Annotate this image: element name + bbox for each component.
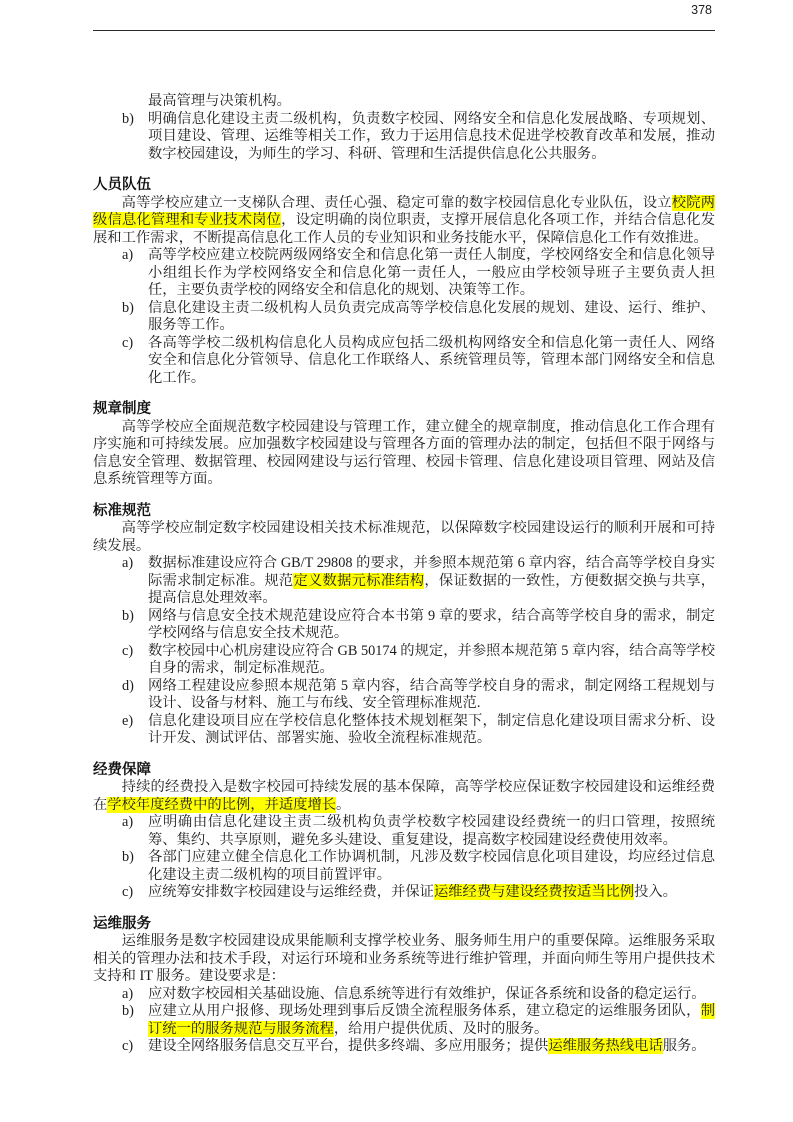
text-run: 数字校园中心机房建设应符合 GB 50174 的规定，并参照本规范第 5 章内容，结合高等学校自身的需求，制定标准规范。 bbox=[148, 642, 715, 676]
lead-list bbox=[93, 93, 715, 163]
section-heading: 标准规范 bbox=[93, 502, 151, 519]
text-run: 明确信息化建设主责二级机构，负责数字校园、网络安全和信息化发展战略、专项规划、项目建设、管理、运维等相关工作，致力于运用信息技术促进学校教育改革和发展，推动数字校园建设，为师生的学习、科研、管理和生活提供信息化公共服务。 bbox=[148, 110, 715, 162]
list-item-text bbox=[148, 849, 715, 883]
section-rules-regulations bbox=[93, 401, 715, 489]
list-item-text bbox=[148, 300, 715, 334]
text-run: 高等学校应建立一支梯队合理、责任心强、稳定可靠的数字校园信息化专业队伍，设立 bbox=[121, 194, 672, 211]
list-item-text bbox=[148, 1038, 706, 1054]
list-item bbox=[93, 643, 715, 678]
text-run: 应明确由信息化建设主责二级机构负责学校数字校园建设经费统一的归口管理，按照统筹、集约、共享原则，避免多头建设、重复建设，提高数字校园建设经费使用效率。 bbox=[148, 814, 715, 848]
list-item-text bbox=[148, 608, 715, 642]
section-body bbox=[93, 195, 715, 388]
list-item bbox=[93, 300, 715, 335]
paragraph bbox=[93, 195, 715, 248]
list-item-text bbox=[148, 1003, 715, 1037]
paragraph bbox=[93, 933, 715, 986]
list-item bbox=[93, 555, 715, 608]
list-item bbox=[93, 884, 715, 902]
list-item bbox=[93, 986, 715, 1004]
list-item-marker: d) bbox=[122, 677, 134, 694]
text-run: 最高管理与决策机构。 bbox=[148, 93, 291, 109]
section-body bbox=[93, 419, 715, 489]
list-item bbox=[93, 713, 715, 748]
text-run: 高等学校应全面规范数字校园建设与管理工作，建立健全的规章制度，推动信息化工作合理有序实施和可持续发展。应加强数字校园建设与管理各方面的管理办法的制定，包括但不限于网络与信息安全管理、数据管理、校园网建设与运行管理、校园卡管理、信息化建设项目管理、网站及信息系统管理等方面。 bbox=[93, 418, 715, 487]
text-run: 。 bbox=[336, 796, 351, 813]
list-item bbox=[93, 1038, 715, 1056]
text-run: 信息化建设主责二级机构人员负责完成高等学校信息化发展的规划、建设、运行、维护、服务等工作。 bbox=[148, 299, 715, 333]
sections-container bbox=[93, 177, 715, 1056]
text-run: 运维服务是数字校园建设成果能顺利支撑学校业务、服务师生用户的重要保障。运维服务采取相关的管理办法和技术手段，对运行环境和业务系统等进行维护管理，并面向师生等用户提供技术支持和 IT 服务。建设要求是： bbox=[93, 933, 715, 984]
list-item-text bbox=[148, 678, 715, 712]
text-run: 各高等学校二级机构信息化人员构成应包括二级机构网络安全和信息化第一责任人、网络安全和信息化分管领导、信息化工作联络人、系统管理员等，管理本部门网络安全和信息化工作。 bbox=[148, 334, 715, 386]
highlighted-text: 校院两级信息化管理和专业技术岗位 bbox=[93, 194, 716, 228]
text-run: 信息化建设项目应在学校信息化整体技术规划框架下，制定信息化建设项目需求分析、设计开发、测试评估、部署实施、验收全流程标准规范。 bbox=[148, 712, 715, 746]
section-standards bbox=[93, 503, 715, 748]
highlighted-text: 定义数据元标准结构 bbox=[293, 572, 425, 589]
text-run: 应建立从用户报修、现场处理到事后反馈全流程服务体系，建立稳定的运维服务团队， bbox=[148, 1003, 701, 1019]
highlighted-text: 运维经费与建设经费按适当比例 bbox=[433, 884, 635, 900]
text-run: 网络与信息安全技术规范建设应符合本书第 9 章的要求，结合高等学校自身的需求，制定学校网络与信息安全技术规范。 bbox=[148, 607, 715, 641]
list-item bbox=[93, 678, 715, 713]
section-heading: 运维服务 bbox=[93, 915, 151, 932]
list-item-text bbox=[148, 713, 715, 747]
paragraph bbox=[93, 419, 715, 489]
section-personnel-team bbox=[93, 177, 715, 387]
text-run: 数据标准建设应符合 GB/T 29808 的要求，并参照本规范第 6 章内容，结合高等学校自身实际需求制定标准。规范 bbox=[148, 555, 715, 589]
text-run: 建设全网络服务信息交互平台，提供多终端、多应用服务；提供 bbox=[148, 1038, 549, 1054]
list-item-marker: c) bbox=[122, 884, 134, 900]
page-content bbox=[93, 93, 715, 1056]
section-body bbox=[93, 779, 715, 902]
text-run: ，保证数据的一致性，方便数据交换与共享，提高信息处理效率。 bbox=[148, 572, 716, 606]
list-item-text bbox=[148, 555, 715, 606]
page-number: 378 bbox=[691, 3, 712, 17]
list-item-marker: b) bbox=[122, 110, 134, 127]
list-item-marker: b) bbox=[122, 849, 134, 865]
list-item-text bbox=[148, 111, 715, 162]
list-item-marker: a) bbox=[122, 555, 134, 571]
section-funding bbox=[93, 762, 715, 902]
list-item-marker: b) bbox=[122, 607, 134, 624]
text-run: 投入。 bbox=[634, 884, 677, 900]
list-item-text bbox=[148, 814, 715, 848]
list-item-marker: b) bbox=[122, 1003, 134, 1019]
list-item-marker: a) bbox=[122, 985, 134, 1002]
text-run: 各部门应建立健全信息化工作协调机制，凡涉及数字校园信息化项目建设，均应经过信息化建设主责二级机构的项目前置评审。 bbox=[148, 849, 715, 883]
highlighted-text: 运维服务热线电话 bbox=[548, 1038, 663, 1054]
section-body bbox=[93, 933, 715, 1056]
section-heading: 经费保障 bbox=[93, 761, 151, 778]
list-item-marker: e) bbox=[122, 712, 134, 729]
list-item-marker: c) bbox=[122, 1038, 134, 1054]
list-item bbox=[93, 93, 715, 111]
list-item-text bbox=[148, 884, 677, 900]
section-heading: 规章制度 bbox=[93, 401, 151, 417]
list-item bbox=[93, 111, 715, 164]
list-item-marker: c) bbox=[122, 642, 134, 659]
list-item-marker: a) bbox=[122, 247, 134, 263]
section-operations-service bbox=[93, 916, 715, 1056]
list-item bbox=[93, 335, 715, 388]
list-item bbox=[93, 1003, 715, 1038]
list-item bbox=[93, 814, 715, 849]
header-rule bbox=[93, 30, 715, 31]
section-body bbox=[93, 520, 715, 748]
text-run: ，给用户提供优质、及时的服务。 bbox=[333, 1020, 549, 1037]
text-run: 应对数字校园相关基础设施、信息系统等进行有效维护，保证各系统和设备的稳定运行。 bbox=[148, 985, 706, 1002]
text-run: ，设定明确的岗位职责，支撑开展信息化各项工作，并结合信息化发展和工作需求，不断提高信息化工作人员的专业知识和业务技能水平，保障信息化工作有效推进。 bbox=[93, 212, 716, 246]
paragraph bbox=[93, 520, 715, 555]
list-item bbox=[93, 608, 715, 643]
list-item bbox=[93, 247, 715, 300]
paragraph bbox=[93, 779, 715, 814]
list-item-text bbox=[148, 986, 706, 1002]
section-heading: 人员队伍 bbox=[93, 177, 151, 193]
text-run: 高等学校应建立校院两级网络安全和信息化第一责任人制度，学校网络安全和信息化领导小组组长作为学校网络安全和信息化第一责任人，一般应由学校领导班子主要负责人担任，主要负责学校的网络安全和信息化的规划、决策等工作。 bbox=[148, 247, 715, 298]
list-item-text bbox=[148, 247, 715, 298]
list-item-marker: b) bbox=[122, 299, 134, 316]
text-run: 应统筹安排数字校园建设与运维经费，并保证 bbox=[148, 884, 434, 900]
text-run: 网络工程建设应参照本规范第 5 章内容，结合高等学校自身的需求，制定网络工程规划与设计、设备与材料、施工与布线、安全管理标准规范. bbox=[148, 677, 715, 711]
list-item-text bbox=[148, 93, 291, 109]
list-item-text bbox=[148, 643, 715, 677]
highlighted-text: 制订统一的服务规范与服务流程 bbox=[148, 1003, 715, 1037]
list-item-text bbox=[148, 335, 715, 386]
text-run: 高等学校应制定数字校园建设相关技术标准规范，以保障数字校园建设运行的顺利开展和可持续发展。 bbox=[93, 520, 715, 554]
list-item-marker: c) bbox=[122, 334, 134, 351]
highlighted-text: 学校年度经费中的比例，并适度增长 bbox=[107, 796, 337, 813]
text-run: 持续的经费投入是数字校园可持续发展的基本保障，高等学校应保证数字校园建设和运维经费在 bbox=[93, 779, 715, 813]
list-item bbox=[93, 849, 715, 884]
list-item-marker: a) bbox=[122, 814, 134, 830]
text-run: 服务。 bbox=[662, 1038, 706, 1054]
